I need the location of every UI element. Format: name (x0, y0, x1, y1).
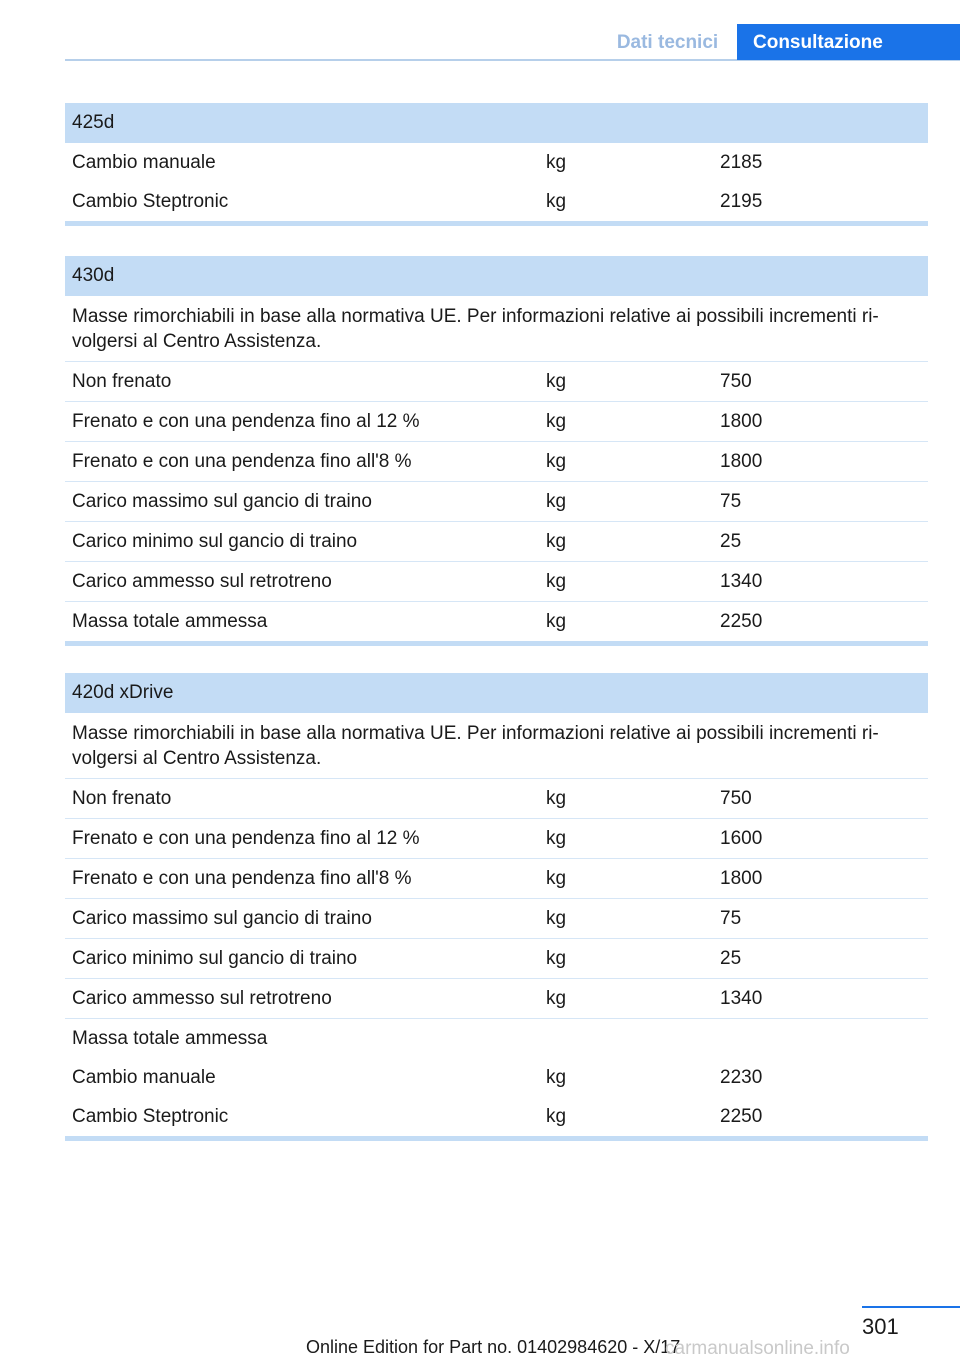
row-unit: kg (539, 522, 713, 562)
row-unit: kg (539, 899, 713, 939)
row-value: 750 (713, 779, 928, 819)
row-label: Carico massimo sul gancio di traino (65, 899, 539, 939)
table-title: 425d (65, 103, 928, 143)
row-label: Carico ammesso sul retrotreno (65, 979, 539, 1019)
row-value: 75 (713, 899, 928, 939)
page-header (0, 0, 960, 62)
row-unit: kg (539, 979, 713, 1019)
row-value: 25 (713, 522, 928, 562)
row-unit: kg (539, 562, 713, 602)
table-430d (65, 256, 928, 646)
row-label: Cambio Steptronic (65, 1097, 539, 1139)
row-unit: kg (539, 819, 713, 859)
edition-text: Online Edition for Part no. 01402984620 - X/17 (306, 1337, 681, 1357)
table-row (65, 819, 928, 859)
row-value: 2250 (713, 1097, 928, 1139)
section-tab-dati-tecnici[interactable]: Dati tecnici (616, 32, 719, 53)
table-subheading: Massa totale ammessa (72, 1027, 268, 1049)
row-label: Carico massimo sul gancio di traino (65, 482, 539, 522)
row-value: 2185 (720, 151, 763, 173)
row-label: Frenato e con una pendenza fino all'8 % (65, 442, 539, 482)
watermark-text: carmanualsonline.info (665, 1338, 850, 1359)
row-unit: kg (539, 602, 713, 644)
table-420d-xdrive (65, 673, 928, 1141)
row-label: Frenato e con una pendenza fino al 12 % (65, 819, 539, 859)
row-label: Cambio manuale (72, 151, 216, 173)
table-row (65, 143, 928, 182)
row-unit: kg (539, 1097, 713, 1139)
table-subheading-row (65, 1019, 928, 1059)
table-note: Masse rimorchiabili in base alla normativa UE. Per informazioni relative ai possibili incrementi ri‐volgersi al Centro Assistenza. (65, 713, 928, 779)
row-value: 1600 (713, 819, 928, 859)
row-value: 2250 (713, 602, 928, 644)
row-label: Carico minimo sul gancio di traino (65, 939, 539, 979)
table-row (65, 562, 928, 602)
table-row (65, 602, 928, 644)
table-title: 420d xDrive (65, 673, 928, 713)
row-label: Carico minimo sul gancio di traino (65, 522, 539, 562)
row-unit: kg (539, 402, 713, 442)
row-value: 1800 (713, 402, 928, 442)
row-value: 2195 (713, 182, 928, 224)
row-label: Cambio manuale (72, 1066, 216, 1088)
row-value: 750 (713, 362, 928, 402)
row-unit: kg (539, 939, 713, 979)
table-note: Masse rimorchiabili in base alla normativa UE. Per informazioni relative ai possibili incrementi ri‐volgersi al Centro Assistenza. (65, 296, 928, 362)
row-value: 1340 (713, 979, 928, 1019)
row-unit: kg (539, 779, 713, 819)
row-unit: kg (539, 362, 713, 402)
page-number: 301 (862, 1314, 899, 1339)
row-label: Massa totale ammessa (65, 602, 539, 644)
table-row (65, 1058, 928, 1097)
table-row (65, 522, 928, 562)
table-row (65, 939, 928, 979)
table-row (65, 362, 928, 402)
row-unit: kg (539, 482, 713, 522)
row-value: 1800 (713, 442, 928, 482)
row-unit: kg (539, 182, 713, 224)
footer-rule (862, 1306, 960, 1308)
section-tab-consultazione[interactable]: Consultazione (737, 24, 960, 60)
row-value: 25 (713, 939, 928, 979)
table-row (65, 482, 928, 522)
row-unit: kg (546, 151, 567, 173)
row-value: 75 (713, 482, 928, 522)
row-unit: kg (546, 1066, 567, 1088)
table-425d (65, 103, 928, 226)
row-value: 1340 (713, 562, 928, 602)
row-label: Frenato e con una pendenza fino al 12 % (65, 402, 539, 442)
row-label: Cambio Steptronic (65, 182, 539, 224)
table-row (65, 1097, 928, 1139)
table-row (65, 442, 928, 482)
table-title: 430d (65, 256, 928, 296)
row-value: 1800 (713, 859, 928, 899)
row-label: Non frenato (65, 779, 539, 819)
table-row (65, 402, 928, 442)
row-value: 2230 (720, 1066, 763, 1088)
row-label: Non frenato (65, 362, 539, 402)
table-row (65, 899, 928, 939)
table-row (65, 182, 928, 224)
row-label: Frenato e con una pendenza fino all'8 % (65, 859, 539, 899)
row-unit: kg (539, 442, 713, 482)
table-row (65, 779, 928, 819)
row-label: Carico ammesso sul retrotreno (65, 562, 539, 602)
table-row (65, 979, 928, 1019)
row-unit: kg (539, 859, 713, 899)
table-row (65, 859, 928, 899)
